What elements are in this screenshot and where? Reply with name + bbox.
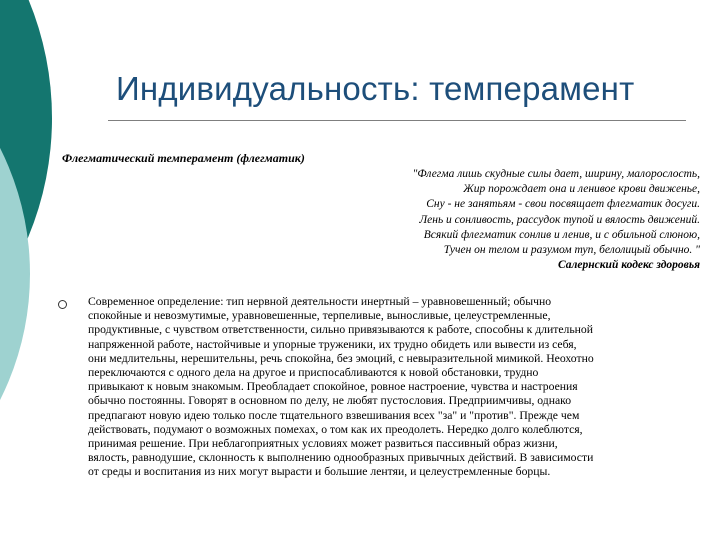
body-line: продуктивные, с чувством ответственности, сильно привязываются к работе, способны к длительной bbox=[88, 323, 594, 337]
quote-source: Салернский кодекс здоровья bbox=[557, 259, 700, 272]
body-line: спокойные и невозмутимые, уравновешенные, терпеливые, выносливые, целеустремленные, bbox=[88, 309, 551, 323]
body-line: напряженной работе, настойчивые и упорные труженики, их трудно обидеть или вывести из себя, bbox=[88, 337, 577, 351]
body-line: переключаются с одного дела на другое и приспосабливаются к новой обстановки, трудно bbox=[88, 366, 539, 380]
quote-line: Всякий флегматик сонлив и ленив, и с обильной слюною, bbox=[423, 228, 700, 241]
subtitle: Флегматический темперамент (флегматик) bbox=[62, 151, 305, 165]
body-line: принимая решение. При неблагоприятных условиях может развиться пассивный образ жизни, bbox=[88, 437, 558, 451]
bullet-circle-icon bbox=[58, 300, 67, 309]
quote-line: Жир порождает она и ленивое крови движенье, bbox=[463, 183, 700, 196]
poem-quote bbox=[413, 167, 701, 273]
body-line: они медлительны, нерешительны, речь спокойна, без эмоций, с невыразительной мимикой. Неохотно bbox=[88, 351, 594, 365]
slide-title: Индивидуальность: темперамент bbox=[116, 70, 635, 107]
quote-line: Лень и сонливость, рассудок тупой и вялость движений. bbox=[419, 213, 700, 226]
body-line: от среды и воспитания из них могут вырасти и большие лентяи, и целеустремленные борцы. bbox=[88, 465, 551, 479]
body-line: действовать, подумают о возможных помехах, о том как их преодолеть. Нередко долго колеблются, bbox=[88, 422, 583, 436]
body-line: обычно постоянны. Говорят в основном по делу, не любят пустословия. Предприимчивы, однако bbox=[88, 394, 572, 408]
body-line: предпагают новую идею только после тщательного взвешивания всех "за" и "против". Прежде чем bbox=[88, 408, 580, 422]
body-line: привыкают к новым знакомым. Преобладает спокойное, ровное настроение, чувства и настроения bbox=[88, 380, 578, 394]
quote-line: "Флегма лишь скудные силы дает, ширину, малорослость, bbox=[412, 168, 700, 180]
body-line: Современное определение: тип нервной деятельности инертный – уравновешенный; обычно bbox=[88, 295, 552, 308]
definition-paragraph bbox=[88, 295, 594, 480]
body-line: вялость, равнодушие, склонность к выполнению однообразных привычных действий. В зависимости bbox=[88, 451, 594, 465]
quote-line: Тучен он телом и разумом туп, белолицый обычно. " bbox=[443, 244, 700, 257]
title-divider bbox=[108, 120, 686, 121]
quote-line: Сну - не занятьям - свои посвящает флегматик досуги. bbox=[426, 198, 700, 211]
